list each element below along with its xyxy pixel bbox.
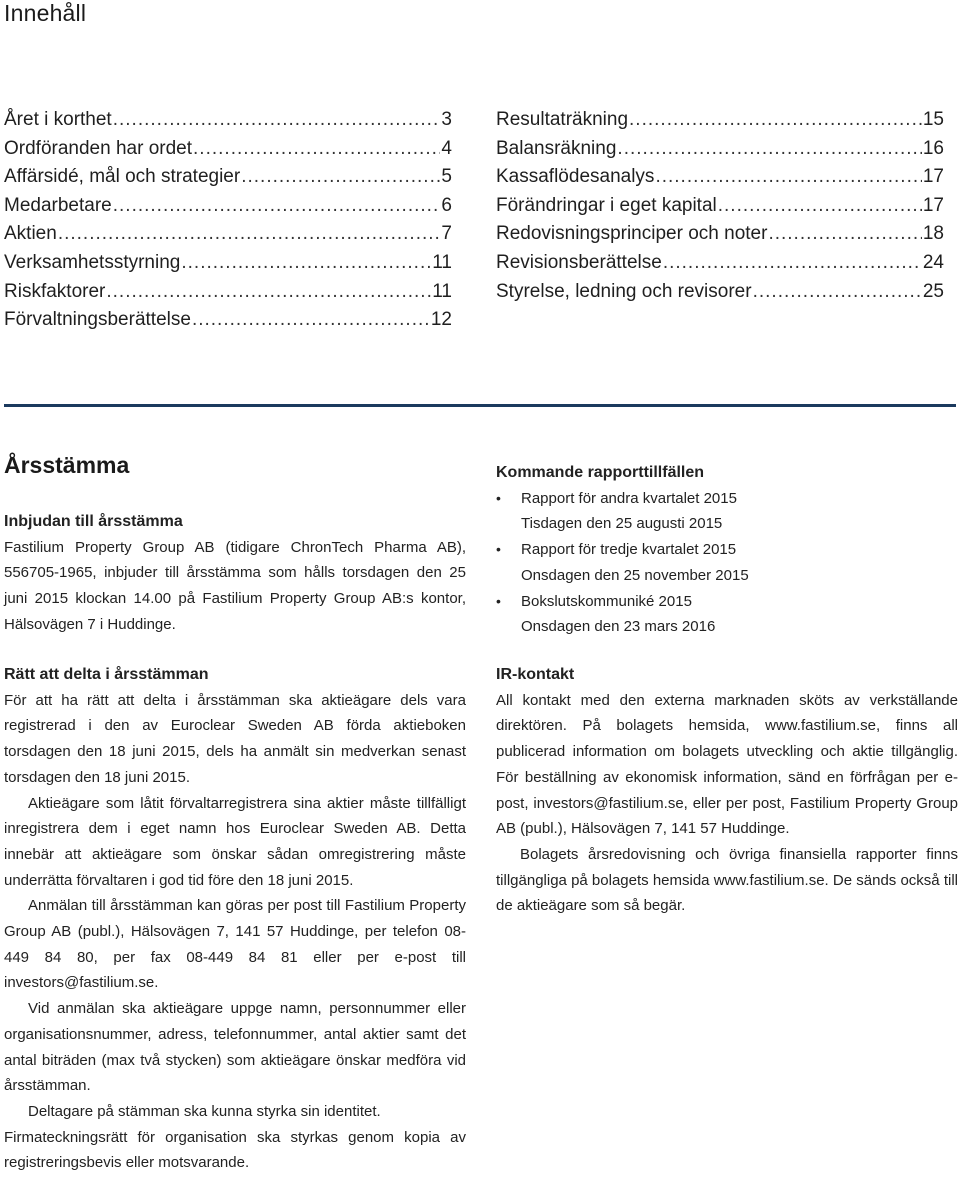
reporting-section bbox=[496, 460, 958, 640]
toc-leader-dots bbox=[113, 106, 441, 135]
toc-left-column bbox=[4, 106, 452, 335]
ir-contact-heading: IR-kontakt bbox=[496, 666, 575, 683]
ir-contact-section bbox=[496, 662, 958, 919]
toc-entry[interactable] bbox=[4, 278, 452, 307]
toc-entry-label: Resultaträkning bbox=[496, 109, 629, 130]
toc-entry-page: 11 bbox=[432, 280, 452, 302]
reporting-heading: Kommande rapporttillfällen bbox=[496, 464, 705, 481]
participation-paragraph: Deltagare på stämman ska kunna styrka sin identitet. bbox=[28, 1102, 381, 1120]
toc-entry-page: 25 bbox=[922, 280, 944, 302]
toc-entry[interactable] bbox=[496, 106, 944, 135]
toc-entry[interactable] bbox=[4, 163, 452, 192]
toc-entry-page: 17 bbox=[922, 194, 944, 216]
toc-entry[interactable] bbox=[4, 220, 452, 249]
toc-entry-label: Året i korthet bbox=[4, 109, 112, 130]
arsstamma-title: Årsstämma bbox=[4, 452, 130, 478]
toc-entry-page: 24 bbox=[922, 251, 944, 273]
bullet-icon: • bbox=[496, 541, 501, 558]
toc-leader-dots bbox=[58, 220, 441, 249]
event-title: Bokslutskommuniké 2015 bbox=[521, 592, 692, 610]
ir-contact-paragraph: All kontakt med den externa marknaden sköts av verkställande direktören. På bolagets hemsida, www.fastilium.se, finns all publicerad information om bolagets utveckling och aktie tillgänglig. För beställning av ekonomisk information, sänd en förfrågan per e-post, investors@fastilium.se, eller per post, Fastilium Property Group AB (publ.), Hälsovägen 7, 141 57 Huddinge. bbox=[496, 691, 958, 838]
event-title: Rapport för andra kvartalet 2015 bbox=[521, 489, 737, 507]
toc-entry-label: Verksamhetsstyrning bbox=[4, 251, 181, 273]
toc-entry[interactable] bbox=[4, 192, 452, 221]
page-title: Innehåll bbox=[4, 0, 87, 26]
toc-entry[interactable] bbox=[496, 249, 944, 278]
toc-entry-page: 11 bbox=[432, 251, 452, 273]
toc-entry[interactable] bbox=[496, 278, 944, 307]
bullet-icon: • bbox=[496, 592, 501, 609]
toc-entry-page: 6 bbox=[441, 194, 452, 216]
toc-entry-label: Affärsidé, mål och strategier bbox=[4, 166, 241, 188]
toc-entry-label: Förvaltningsberättelse bbox=[4, 309, 191, 331]
participation-paragraph: Anmälan till årsstämman kan göras per post till Fastilium Property Group AB (publ.), Hälsovägen 7, 141 57 Huddinge, per telefon 08-449 84 80, per fax 08-449 84 81 eller per e-post till investors@fastilium.se. bbox=[4, 897, 466, 992]
toc-entry[interactable] bbox=[4, 135, 452, 164]
participation-paragraph: Aktieägare som låtit förvaltarregistrera sina aktier måste tillfälligt inregistrera dem i eget namn hos Euroclear Sweden AB. Detta innebär att aktieägare som önskar sådan omregistrering måste underrätta förvaltaren i god tid före den 18 juni 2015. bbox=[4, 794, 466, 889]
toc-entry-page: 7 bbox=[441, 223, 452, 245]
toc-entry-label: Balansräkning bbox=[496, 137, 617, 159]
participation-section bbox=[4, 662, 466, 1176]
toc-entry-label: Aktien bbox=[4, 223, 57, 245]
event-date: Onsdagen den 23 mars 2016 bbox=[521, 618, 716, 636]
event-title: Rapport för tredje kvartalet 2015 bbox=[521, 541, 737, 559]
toc-entry-label: Riskfaktorer bbox=[4, 280, 106, 302]
toc-leader-dots bbox=[192, 306, 430, 335]
toc-leader-dots bbox=[106, 278, 431, 307]
toc-right-column bbox=[496, 106, 944, 306]
bullet-icon: • bbox=[496, 489, 501, 506]
toc-leader-dots bbox=[113, 192, 441, 221]
toc-entry[interactable] bbox=[496, 192, 944, 221]
toc-entry[interactable] bbox=[4, 249, 452, 278]
toc-leader-dots bbox=[241, 163, 440, 192]
toc-entry-page: 17 bbox=[922, 166, 944, 188]
list-item bbox=[496, 486, 958, 537]
toc-leader-dots bbox=[655, 163, 921, 192]
event-date: Tisdagen den 25 augusti 2015 bbox=[521, 515, 723, 533]
toc-entry-label: Ordföranden har ordet bbox=[4, 137, 193, 159]
invitation-heading: Inbjudan till årsstämma bbox=[4, 513, 183, 530]
toc-entry-label: Redovisningsprinciper och noter bbox=[496, 223, 768, 245]
toc-entry-page: 15 bbox=[922, 109, 944, 130]
section-divider bbox=[4, 404, 956, 407]
toc-leader-dots bbox=[629, 106, 922, 135]
participation-paragraph: Firmateckningsrätt för organisation ska styrkas genom kopia av registreringsbevis eller motsvarande. bbox=[4, 1128, 466, 1172]
toc-entry-page: 5 bbox=[441, 166, 452, 188]
ir-contact-paragraph: Bolagets årsredovisning och övriga finansiella rapporter finns tillgängliga på bolagets hemsida www.fastilium.se. De sänds också till de aktieägare som så begär. bbox=[496, 845, 958, 915]
reporting-list bbox=[496, 486, 958, 640]
toc-entry-page: 4 bbox=[441, 137, 452, 159]
toc-leader-dots bbox=[768, 220, 921, 249]
toc-entry-page: 16 bbox=[922, 137, 944, 159]
toc-entry[interactable] bbox=[496, 163, 944, 192]
toc-entry-label: Revisionsberättelse bbox=[496, 251, 662, 273]
toc-entry-page: 12 bbox=[430, 309, 452, 331]
toc-entry-page: 3 bbox=[441, 109, 452, 130]
toc-entry-label: Medarbetare bbox=[4, 194, 112, 216]
toc-entry[interactable] bbox=[4, 306, 452, 335]
toc-entry[interactable] bbox=[4, 106, 452, 135]
toc-leader-dots bbox=[663, 249, 922, 278]
toc-entry[interactable] bbox=[496, 135, 944, 164]
toc-leader-dots bbox=[181, 249, 431, 278]
toc-leader-dots bbox=[617, 135, 921, 164]
toc-entry-page: 18 bbox=[922, 223, 944, 245]
list-item bbox=[496, 537, 958, 588]
toc-entry-label: Kassaflödesanalys bbox=[496, 166, 655, 188]
participation-paragraph: För att ha rätt att delta i årsstämman ska aktieägare dels vara registrerad i den av Euroclear Sweden AB förda aktieboken torsdagen den 18 juni 2015, dels ha anmält sin medverkan senast torsdagen den 18 juni 2015. bbox=[4, 691, 466, 786]
toc-entry-label: Förändringar i eget kapital bbox=[496, 194, 717, 216]
toc-leader-dots bbox=[193, 135, 440, 164]
toc-entry[interactable] bbox=[496, 220, 944, 249]
toc-entry-label: Styrelse, ledning och revisorer bbox=[496, 280, 752, 302]
participation-paragraph: Vid anmälan ska aktieägare uppge namn, personnummer eller organisationsnummer, adress, telefonnummer, antal aktier samt det antal biträden (max två stycken) som aktieägare önskar medföra vid årsstämman. bbox=[4, 1000, 466, 1095]
list-item bbox=[496, 589, 958, 640]
participation-heading: Rätt att delta i årsstämman bbox=[4, 666, 209, 683]
invitation-text: Fastilium Property Group AB (tidigare ChronTech Pharma AB), 556705-1965, inbjuder till årsstämma som hålls torsdagen den 25 juni 2015 klockan 14.00 på Fastilium Property Group AB:s kontor, Hälsovägen 7 i Huddinge. bbox=[4, 538, 466, 633]
invitation-section bbox=[4, 509, 466, 638]
toc-leader-dots bbox=[718, 192, 922, 221]
event-date: Onsdagen den 25 november 2015 bbox=[521, 566, 749, 584]
toc-leader-dots bbox=[753, 278, 922, 307]
